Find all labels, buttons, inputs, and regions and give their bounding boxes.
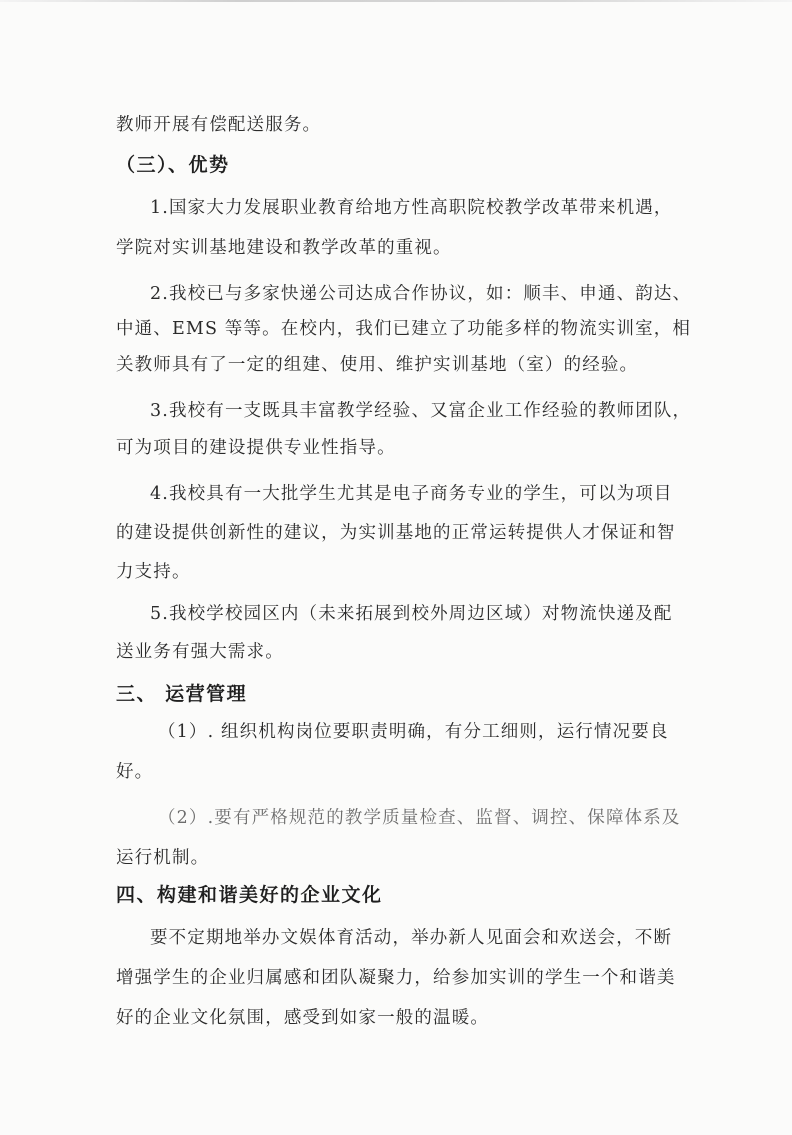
paragraph-line: 中通、EMS 等等。在校内，我们已建立了功能多样的物流实训室，相 <box>116 319 692 339</box>
paragraph-line: （2）.要有严格规范的教学质量检查、监督、调控、保障体系及 <box>158 808 681 828</box>
paragraph-line: 2.我校已与多家快递公司达成合作协议，如：顺丰、申通、韵达、 <box>150 284 692 304</box>
section-heading-advantages: （三）、优势 <box>116 154 230 176</box>
paragraph-line: 4.我校具有一大批学生尤其是电子商务专业的学生，可以为项目 <box>150 484 673 504</box>
paragraph-line: 力支持。 <box>116 562 191 582</box>
paragraph-line: 的建设提供创新性的建议，为实训基地的正常运转提供人才保证和智 <box>116 523 676 543</box>
paragraph-line: 送业务有强大需求。 <box>116 642 284 662</box>
paragraph-line: 学院对实训基地建设和教学改革的重视。 <box>116 238 452 258</box>
body-text-line: 教师开展有偿配送服务。 <box>116 115 322 135</box>
paragraph-line: 好的企业文化氛围，感受到如家一般的温暖。 <box>116 1008 489 1028</box>
paragraph-line: 3.我校有一支既具丰富教学经验、又富企业工作经验的教师团队， <box>150 401 692 421</box>
paragraph-line: 5.我校学校园区内（未来拓展到校外周边区域）对物流快递及配 <box>150 604 673 624</box>
paragraph-line: 运行机制。 <box>116 848 210 868</box>
paragraph-line: 可为项目的建设提供专业性指导。 <box>116 438 396 458</box>
section-heading-culture: 四、构建和谐美好的企业文化 <box>116 884 383 906</box>
paragraph-line: 关教师具有了一定的组建、使用、维护实训基地（室）的经验。 <box>116 355 639 375</box>
section-heading-operations: 三、 运营管理 <box>116 683 248 705</box>
paragraph-line: 1.国家大力发展职业教育给地方性高职院校教学改革带来机遇， <box>150 198 673 218</box>
scan-edge-line <box>0 0 792 2</box>
paragraph-line: 好。 <box>116 762 154 782</box>
paragraph-line: 增强学生的企业归属感和团队凝聚力，给参加实训的学生一个和谐美 <box>116 968 676 988</box>
paragraph-line: 要不定期地举办文娱体育活动，举办新人见面会和欢送会，不断 <box>150 928 673 948</box>
paragraph-line: （1）. 组织机构岗位要职责明确，有分工细则，运行情况要良 <box>158 722 669 742</box>
